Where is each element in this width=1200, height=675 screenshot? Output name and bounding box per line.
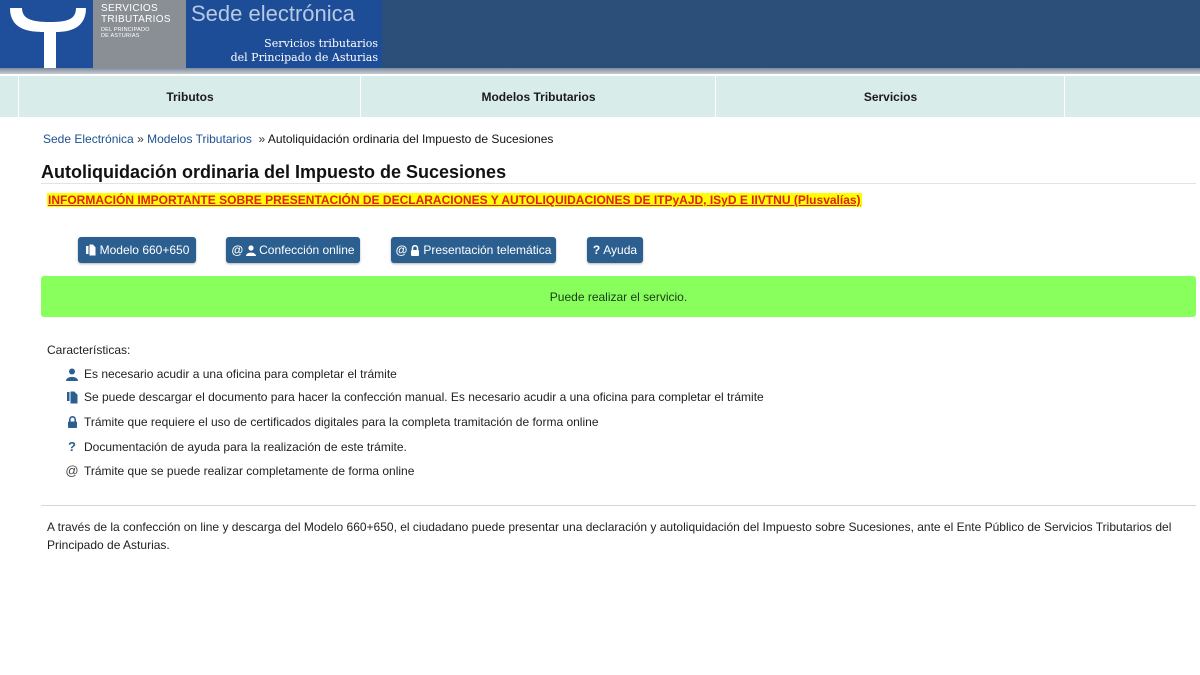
feature-item [64,439,407,454]
important-info-link[interactable]: INFORMACIÓN IMPORTANTE SOBRE PRESENTACIÓN DE DECLARACIONES Y AUTOLIQUIDACIONES DE ITPyAJD, ISyD E IIVTNU (Plusvalías) [48,193,861,207]
features-title: Características: [47,343,131,357]
page-title: Autoliquidación ordinaria del Impuesto de Sucesiones [41,162,507,182]
main-nav [0,76,1200,117]
feature-text: Trámite que requiere el uso de certificados digitales para la completa tramitación de forma online [84,415,599,429]
feature-item [64,367,397,381]
document-copy-icon [64,390,80,404]
feature-item [64,415,599,429]
breadcrumb [43,132,553,146]
ayuda-button[interactable] [587,237,643,263]
asturias-logo-icon [0,0,93,68]
logo-text: SERVICIOS TRIBUTARIOS [101,3,171,25]
feature-text: Documentación de ayuda para la realización de este trámite. [84,439,407,454]
nav-item-empty [1064,76,1200,117]
modelo-660-650-button[interactable] [78,237,196,263]
title-divider [41,183,1196,184]
nav-item-modelos-tributarios[interactable]: Modelos Tributarios [360,76,716,117]
document-copy-icon [85,244,97,256]
service-description: A través de la confección on line y descarga del Modelo 660+650, el ciudadano puede presentar una declaración y autoliquidación del Impuesto sobre Sucesiones, ante el Ente Público de Servicios Tributarios del Principado de Asturias. [47,520,1172,552]
feature-text: Es necesario acudir a una oficina para completar el trámite [84,367,397,381]
breadcrumb-separator: » [258,132,266,146]
at-icon: @ [395,243,408,257]
logo-subtext: DEL PRINCIPADO DE ASTURIAS [101,27,150,39]
confeccion-online-button[interactable] [226,237,360,263]
user-icon [64,368,80,381]
feature-text: Trámite que se puede realizar completamente de forma online [84,463,415,478]
presentacion-telematica-button[interactable] [391,237,556,263]
confeccion-button-label: Confección online [259,243,355,257]
feature-text: Se puede descargar el documento para hacer la confección manual. Es necesario acudir a una oficina para completar el trámite [84,390,764,404]
breadcrumb-modelos-tributarios[interactable]: Modelos Tributarios [147,132,252,146]
question-icon: ? [592,243,601,257]
header-shadow [0,68,1200,74]
site-title[interactable]: Sede electrónica [191,1,355,26]
ayuda-button-label: Ayuda [603,243,638,257]
feature-item [64,463,414,478]
lock-icon [410,245,420,256]
user-icon [246,245,256,256]
question-icon: ? [68,439,76,454]
service-available-alert [41,276,1196,317]
logo-emblem[interactable] [0,0,93,68]
status-message: Puede realizar el servicio. [549,289,688,304]
at-icon: @ [65,463,79,478]
breadcrumb-current: Autoliquidación ordinaria del Impuesto de Sucesiones [267,132,554,146]
at-icon: @ [231,243,244,257]
modelo-button-label: Modelo 660+650 [99,243,190,257]
nav-item-tributos[interactable]: Tributos [18,76,361,117]
content-divider [41,505,1196,506]
breadcrumb-sede-electronica[interactable]: Sede Electrónica [43,132,134,146]
nav-item-servicios[interactable]: Servicios [715,76,1065,117]
breadcrumb-separator: » [137,132,144,146]
site-header [0,0,1200,70]
site-subtitle: Servicios tributarios del Principado de Asturias [230,37,378,64]
lock-icon [64,416,80,428]
presentacion-button-label: Presentación telemática [423,243,552,257]
feature-item [64,390,764,404]
